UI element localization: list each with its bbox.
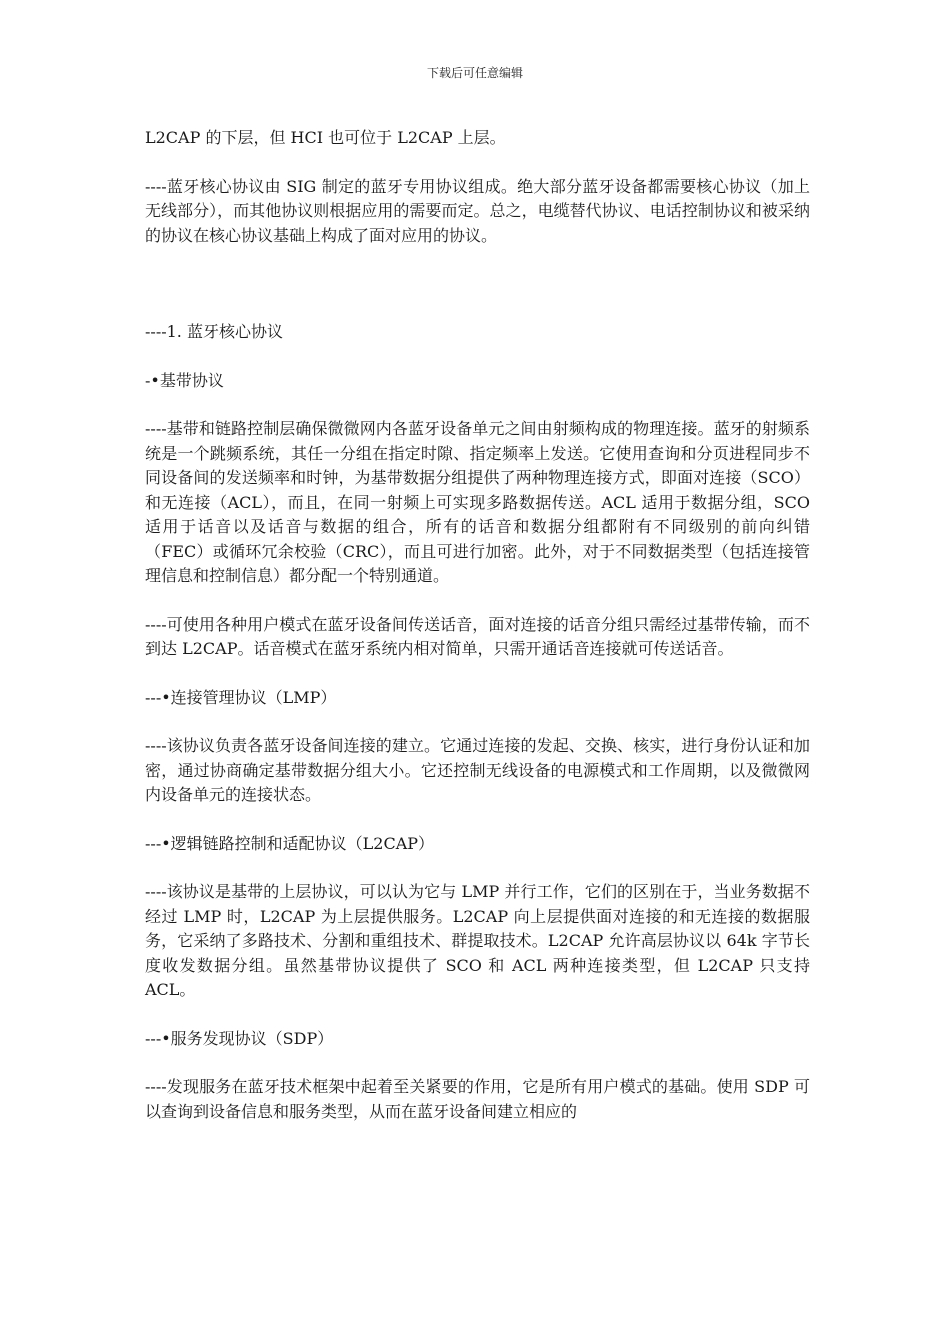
page-header: 下载后可任意编辑 bbox=[426, 66, 523, 80]
paragraph: ----该协议是基带的上层协议，可以认为它与 LMP 并行工作，它们的区别在于，当业务数据不经过 LMP 时，L2CAP 为上层提供服务。L2CAP 向上层提供面对连接的和无连接的数据服务，它采纳了多路技术、分割和重组技术、群提取技术。L2CAP 允许高层协议以 64k 字节长度收发数据分组。虽然基带协议提供了 SCO 和 ACL 两种连接类型，但 L2CAP 只支持 ACL。 bbox=[145, 882, 810, 999]
paragraph: L2CAP 的下层，但 HCI 也可位于 L2CAP 上层。 bbox=[145, 128, 506, 147]
section-heading: ----1. 蓝牙核心协议 bbox=[145, 322, 283, 341]
paragraph: ----基带和链路控制层确保微微网内各蓝牙设备单元之间由射频构成的物理连接。蓝牙的射频系统是一个跳频系统，其任一分组在指定时隙、指定频率上发送。它使用查询和分页进程同步不同设备间的发送频率和时钟，为基带数据分组提供了两种物理连接方式，即面对连接（SCO）和无连接（ACL），而且，在同一射频上可实现多路数据传送。ACL 适用于数据分组，SCO 适用于话音以及话音与数据的组合，所有的话音和数据分组都附有不同级别的前向纠错（FEC）或循环冗余校验（CRC），而且可进行加密。此外，对于不同数据类型（包括连接管理信息和控制信息）都分配一个特别通道。 bbox=[145, 419, 810, 585]
paragraph: ----可使用各种用户模式在蓝牙设备间传送话音，面对连接的话音分组只需经过基带传输，而不到达 L2CAP。话音模式在蓝牙系统内相对简单，只需开通话音连接就可传送话音。 bbox=[145, 614, 810, 658]
subsection-heading: -•基带协议 bbox=[145, 370, 224, 390]
paragraph: ----蓝牙核心协议由 SIG 制定的蓝牙专用协议组成。绝大部分蓝牙设备都需要核心协议（加上无线部分），而其他协议则根据应用的需要而定。总之，电缆替代协议、电话控制协议和被采纳的协议在核心协议基础上构成了面对应用的协议。 bbox=[145, 176, 810, 245]
subsection-heading: ---•服务发现协议（SDP） bbox=[145, 1028, 334, 1048]
subsection-heading: ---•连接管理协议（LMP） bbox=[145, 687, 337, 707]
paragraph: ----该协议负责各蓝牙设备间连接的建立。它通过连接的发起、交换、核实，进行身份认证和加密，通过协商确定基带数据分组大小。它还控制无线设备的电源模式和工作周期，以及微微网内设备单元的连接状态。 bbox=[145, 736, 810, 804]
paragraph: ----发现服务在蓝牙技术框架中起着至关紧要的作用，它是所有用户模式的基础。使用 SDP 可以查询到设备信息和服务类型，从而在蓝牙设备间建立相应的 bbox=[145, 1077, 810, 1121]
document-body bbox=[145, 126, 810, 1124]
subsection-heading: ---•逻辑链路控制和适配协议（L2CAP） bbox=[145, 833, 435, 853]
